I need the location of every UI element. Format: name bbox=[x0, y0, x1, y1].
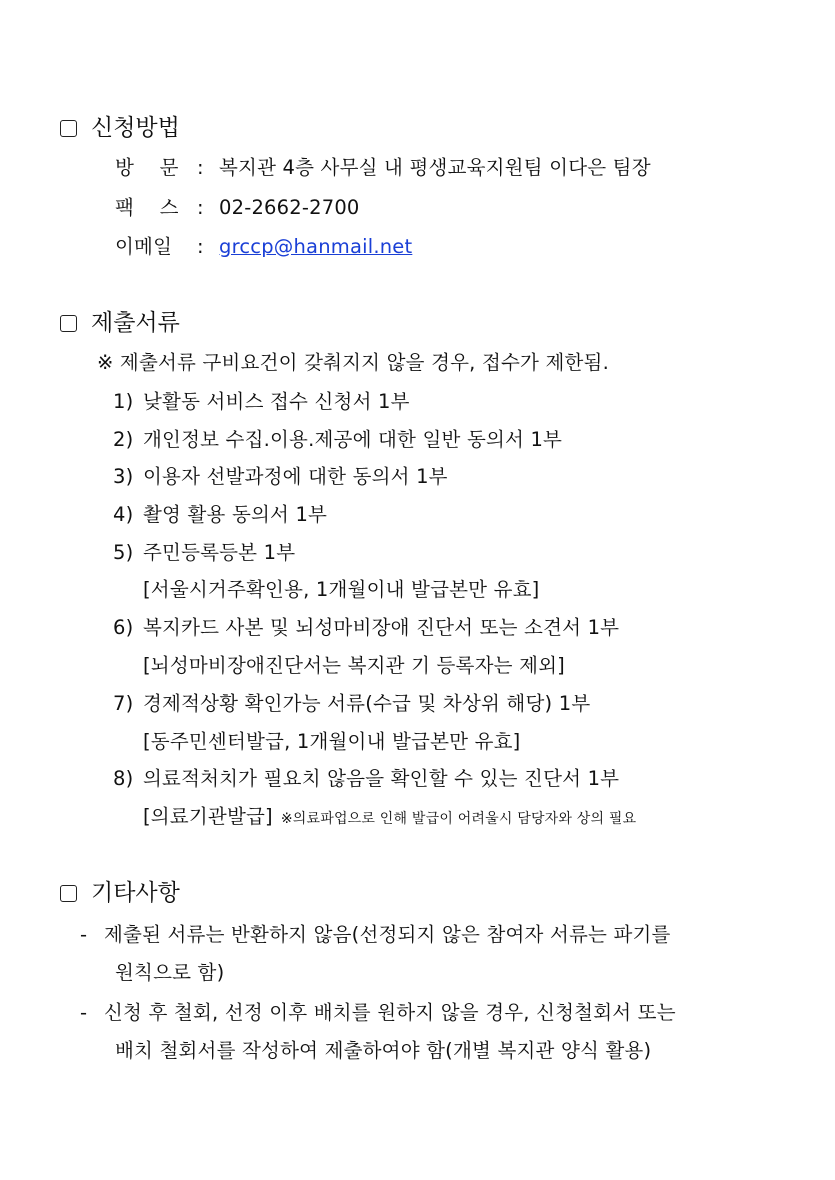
colon: : bbox=[197, 156, 204, 179]
section-title: 제출서류 bbox=[91, 310, 180, 336]
colon: : bbox=[197, 196, 204, 219]
list-item: 3) 이용자 선발과정에 대한 동의서 1부 bbox=[113, 465, 448, 488]
list-item: 2) 개인정보 수집.이용.제공에 대한 일반 동의서 1부 bbox=[113, 428, 563, 451]
list-item-sub: [동주민센터발급, 1개월이내 발급본만 유효] bbox=[143, 730, 521, 753]
list-item: 8) 의료적처치가 필요치 않음을 확인할 수 있는 진단서 1부 bbox=[113, 767, 620, 790]
checkbox-square-icon bbox=[60, 885, 77, 902]
list-item: 4) 촬영 활용 동의서 1부 bbox=[113, 503, 328, 526]
fax-label: 팩 스 bbox=[115, 196, 179, 219]
list-item: 7) 경제적상황 확인가능 서류(수급 및 차상위 해당) 1부 bbox=[113, 692, 591, 715]
documents-note: ※ 제출서류 구비요건이 갖춰지지 않을 경우, 접수가 제한됨. bbox=[97, 351, 609, 374]
checkbox-square-icon bbox=[60, 315, 77, 332]
colon: : bbox=[197, 235, 204, 258]
section-heading-application-method bbox=[60, 113, 180, 143]
small-note: ※의료파업으로 인해 발급이 어려울시 담당자와 상의 필요 bbox=[280, 811, 637, 827]
visit-row bbox=[115, 155, 651, 181]
email-link[interactable]: grccp@hanmail.net bbox=[219, 235, 413, 258]
section-heading-documents bbox=[60, 308, 180, 338]
list-item: 6) 복지카드 사본 및 뇌성마비장애 진단서 또는 소견서 1부 bbox=[113, 616, 620, 639]
list-item: - 신청 후 철회, 선정 이후 배치를 원하지 않을 경우, 신청철회서 또는 bbox=[80, 1001, 676, 1024]
visit-label: 방 문 bbox=[115, 156, 179, 179]
checkbox-square-icon bbox=[60, 120, 77, 137]
list-item: 5) 주민등록등본 1부 bbox=[113, 541, 296, 564]
list-item-continuation: 배치 철회서를 작성하여 제출하여야 함(개별 복지관 양식 활용) bbox=[115, 1039, 652, 1062]
fax-value: 02-2662-2700 bbox=[219, 196, 360, 219]
list-item-sub: [뇌성마비장애진단서는 복지관 기 등록자는 제외] bbox=[143, 654, 565, 677]
list-item-sub: [서울시거주확인용, 1개월이내 발급본만 유효] bbox=[143, 578, 540, 601]
list-item: 1) 낮활동 서비스 접수 신청서 1부 bbox=[113, 390, 410, 413]
section-title: 기타사항 bbox=[91, 880, 180, 906]
email-row bbox=[115, 234, 412, 260]
email-label: 이메일 bbox=[115, 235, 173, 258]
list-item-continuation: 원칙으로 함) bbox=[115, 961, 225, 984]
fax-row bbox=[115, 195, 360, 221]
section-title: 신청방법 bbox=[91, 115, 180, 141]
list-item-sub: [의료기관발급] ※의료파업으로 인해 발급이 어려울시 담당자와 상의 필요 bbox=[143, 805, 637, 828]
list-item: - 제출된 서류는 반환하지 않음(선정되지 않은 참여자 서류는 파기를 bbox=[80, 923, 671, 946]
visit-value: 복지관 4층 사무실 내 평생교육지원팀 이다은 팀장 bbox=[219, 156, 651, 179]
section-heading-other bbox=[60, 878, 180, 908]
